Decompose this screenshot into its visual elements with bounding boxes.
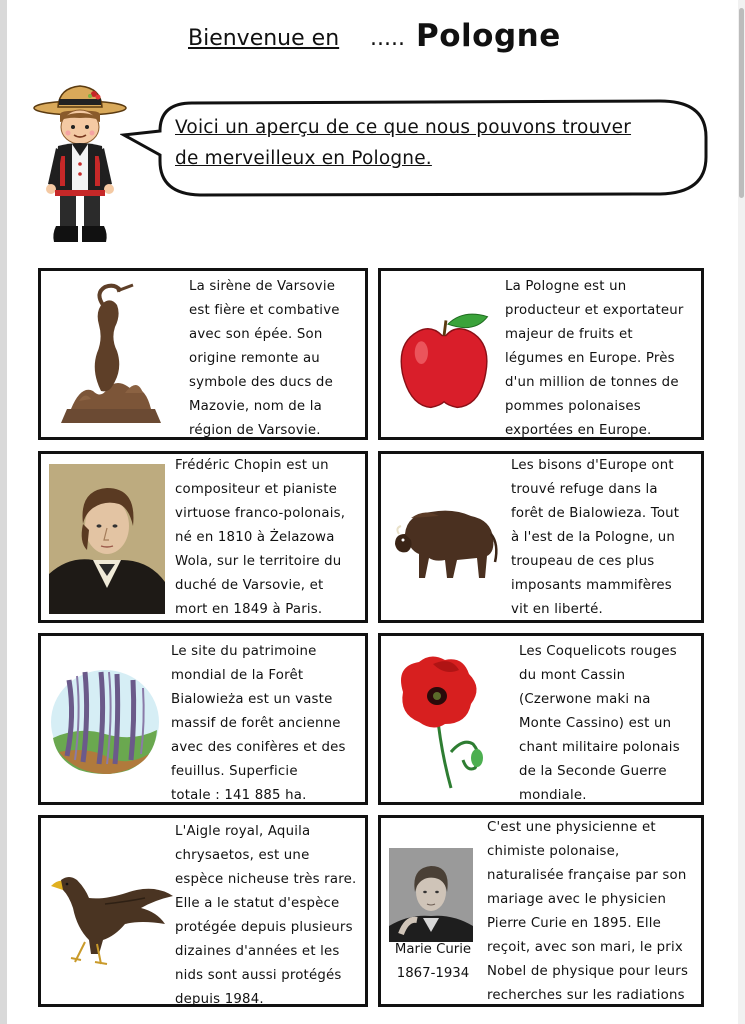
card-text-line: naturalisée française par son	[487, 868, 687, 883]
card-text-line: mort en 1849 à Paris.	[175, 602, 323, 617]
bison-icon	[391, 504, 501, 584]
card-text-line: reçoit, avec son mari, le prix	[487, 940, 683, 955]
poppy-icon	[393, 652, 493, 792]
curie-caption-name: Marie Curie	[394, 942, 472, 957]
card-text-line: mariage avec le physicien	[487, 892, 667, 907]
title-country: Pologne	[416, 18, 561, 54]
card-text	[505, 275, 703, 443]
card-text	[175, 454, 367, 622]
polish-boy-illustration	[32, 80, 128, 250]
card-european-bison	[378, 451, 704, 623]
card-text-line: (Czerwone maki na	[519, 692, 651, 707]
card-text-line: La sirène de Varsovie	[189, 279, 336, 294]
card-text-line: pommes polonaises	[505, 399, 641, 414]
card-text-line: producteur et exportateur	[505, 303, 684, 318]
card-text-line: majeur de fruits et	[505, 327, 633, 342]
curie-caption-years: 1867-1934	[396, 966, 470, 981]
mermaid-statue-icon	[51, 281, 171, 431]
card-text-line: forêt de Bialowieza. Tout	[511, 506, 680, 521]
card-text-line: protégée depuis plusieurs	[175, 920, 353, 935]
card-text-line: Monte Cassino) est un	[519, 716, 672, 731]
card-polish-apples	[378, 268, 704, 440]
card-text-line: région de Varsovie.	[189, 423, 321, 438]
card-text-line: C'est une physicienne et	[487, 820, 656, 835]
card-text-line: légumes en Europe. Près	[505, 351, 675, 366]
chopin-portrait	[49, 464, 165, 614]
card-text-line: Elle a le statut d'espèce	[175, 896, 340, 911]
card-text	[175, 820, 367, 1012]
card-chopin	[38, 451, 368, 623]
card-text-line: L'Aigle royal, Aquila	[175, 824, 311, 839]
card-warsaw-mermaid	[38, 268, 368, 440]
card-text-line: Le site du patrimoine	[171, 644, 317, 659]
card-text-line: nids sont aussi protégés	[175, 968, 342, 983]
card-text-line: d'un million de tonnes de	[505, 375, 679, 390]
card-text-line: origine remonte au	[189, 351, 320, 366]
card-text-line: exportées en Europe.	[505, 423, 652, 438]
card-text-line: trouvé refuge dans la	[511, 482, 658, 497]
card-text-line: Frédéric Chopin est un	[175, 458, 329, 473]
card-text	[511, 454, 703, 622]
card-text-line: né en 1810 à Żelazowa	[175, 530, 335, 545]
card-text-line: Pierre Curie en 1895. Elle	[487, 916, 661, 931]
card-text	[487, 816, 705, 1008]
card-text	[171, 640, 367, 808]
scrollbar-thumb[interactable]	[739, 8, 744, 198]
card-text-line: massif de forêt ancienne	[171, 716, 341, 731]
card-text-line: à l'est de la Pologne, un	[511, 530, 676, 545]
title-prefix: Bienvenue en	[188, 26, 340, 51]
card-text-line: compositeur et pianiste	[175, 482, 338, 497]
card-text-line: dizaines d'années et les	[175, 944, 340, 959]
intro-text	[175, 112, 695, 174]
card-bialowieza-forest	[38, 633, 368, 805]
card-text-line: avec son épée. Son	[189, 327, 323, 342]
intro-line-1: Voici un aperçu de ce que nous pouvons trouver	[175, 117, 632, 138]
card-text-line: totale : 141 885 ha.	[171, 788, 307, 803]
intro-line-2: de merveilleux en Pologne.	[175, 148, 432, 169]
scrollbar[interactable]	[738, 0, 745, 1024]
card-text-line: Nobel de physique pour leurs	[487, 964, 689, 979]
card-text-line: du mont Cassin	[519, 668, 626, 683]
card-text-line: duché de Varsovie, et	[175, 578, 324, 593]
card-red-poppies	[378, 633, 704, 805]
card-text-line: virtuose franco-polonais,	[175, 506, 346, 521]
marie-curie-portrait	[389, 848, 473, 942]
card-text-line: symbole des ducs de	[189, 375, 333, 390]
card-text-line: espèce nicheuse très rare.	[175, 872, 357, 887]
card-text-line: de la Seconde Guerre	[519, 764, 667, 779]
card-text-line: chant militaire polonais	[519, 740, 680, 755]
apple-icon	[393, 311, 497, 415]
page-title	[188, 18, 588, 62]
forest-icon	[49, 666, 161, 776]
card-marie-curie	[378, 815, 704, 1007]
card-text-line: troupeau de ces plus	[511, 554, 655, 569]
card-text-line: Wola, sur le territoire du	[175, 554, 342, 569]
card-text-line: imposants mammifères	[511, 578, 672, 593]
eagle-icon	[45, 868, 175, 968]
card-text-line: avec des conifères et des	[171, 740, 346, 755]
card-text-line: mondial de la Forêt	[171, 668, 304, 683]
card-text-line: mondiale.	[519, 788, 587, 803]
card-text-line: Les bisons d'Europe ont	[511, 458, 674, 473]
card-text-line: feuillus. Superficie	[171, 764, 298, 779]
card-text-line: vit en liberté.	[511, 602, 603, 617]
card-text-line: La Pologne est un	[505, 279, 627, 294]
page-edge	[0, 0, 7, 1024]
card-text-line: Bialowieża est un vaste	[171, 692, 333, 707]
card-text-line: chrysaetos, est une	[175, 848, 310, 863]
card-text-line: est fière et combative	[189, 303, 340, 318]
card-golden-eagle	[38, 815, 368, 1007]
card-text	[519, 640, 703, 808]
card-text-line: chimiste polonaise,	[487, 844, 620, 859]
title-dots: .....	[370, 26, 405, 51]
card-text	[189, 275, 364, 443]
card-text-line: recherches sur les radiations	[487, 988, 685, 1003]
card-text-line: Mazovie, nom de la	[189, 399, 322, 414]
card-text-line: depuis 1984.	[175, 992, 264, 1007]
card-text-line: Les Coquelicots rouges	[519, 644, 677, 659]
